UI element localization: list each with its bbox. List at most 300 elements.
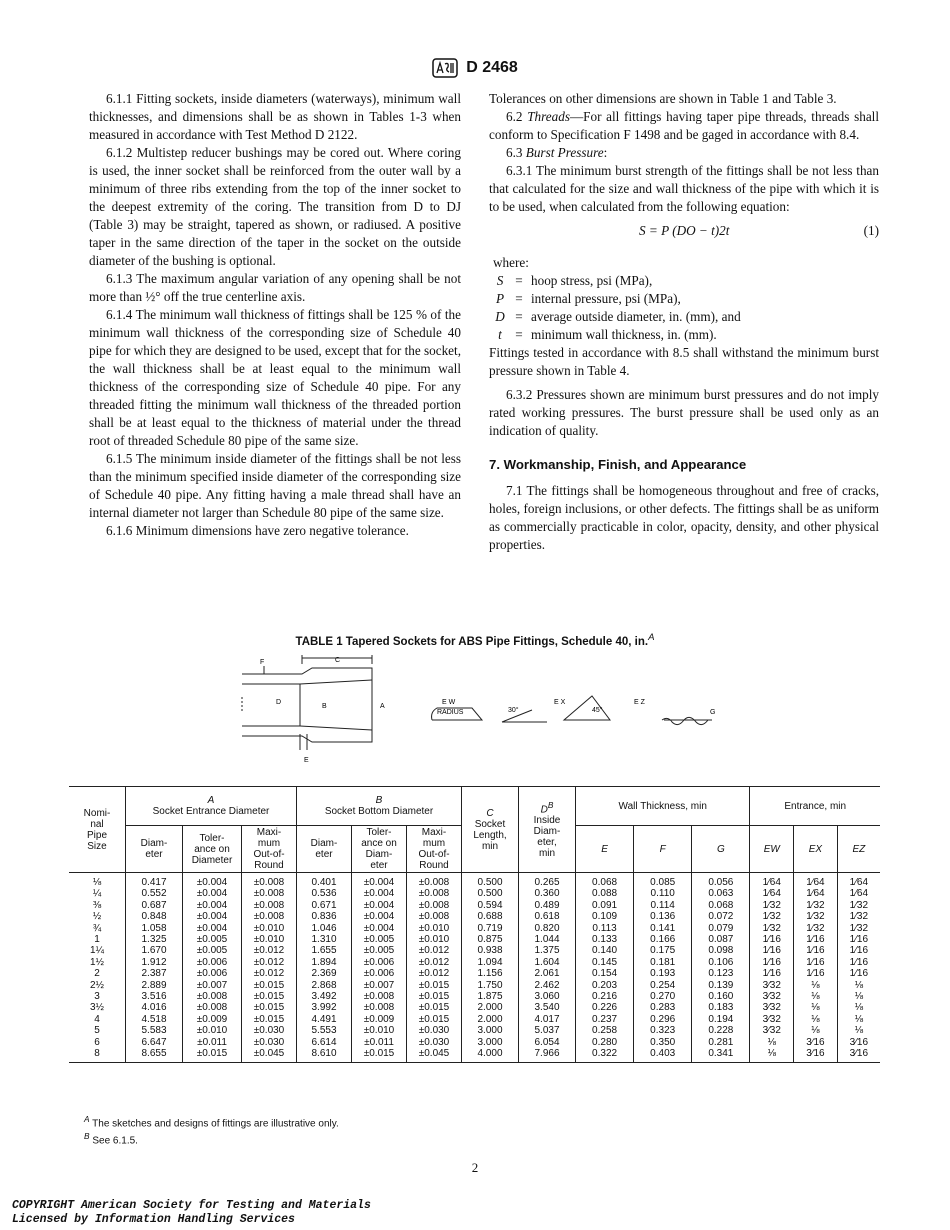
sketch-label-c: C: [335, 657, 341, 664]
table-cell: ±0.007: [352, 980, 407, 991]
table-cell: ±0.010: [407, 923, 462, 934]
table-cell: ⅛: [837, 991, 880, 1002]
table-cell: ±0.004: [183, 911, 242, 922]
col-group-b: B Socket Bottom Diameter: [297, 787, 462, 826]
col-a-tolerance: Toler- ance on Diameter: [183, 826, 242, 873]
table-cell: 0.719: [462, 923, 519, 934]
table-cell: 2½: [90, 979, 104, 991]
table-cell: 0.401: [297, 873, 352, 889]
table-cell: ±0.012: [242, 968, 297, 979]
table-cell: ±0.009: [352, 1014, 407, 1025]
sketch-label-d: D: [276, 699, 282, 706]
paragraph-6-1-1: 6.1.1 Fitting sockets, inside diameters (waterways), minimum wall thicknesses, and dimensions shall be as shown in Tables 1-3 when measured in accordance with Test Method D 2122.: [89, 91, 461, 142]
table-cell: 0.154: [576, 968, 634, 979]
table-cell: 1⁄32: [837, 923, 880, 934]
table-cell: ±0.011: [183, 1037, 242, 1048]
page-number: 2: [471, 1160, 479, 1175]
table-cell: 1.875: [462, 991, 519, 1002]
table-cell: 2.868: [297, 980, 352, 991]
table-cell: ±0.005: [183, 945, 242, 956]
table-cell: 0.145: [576, 957, 634, 968]
table-cell: ⅛: [750, 1037, 794, 1048]
table-cell: 4.017: [519, 1014, 576, 1025]
table-row: [69, 1048, 880, 1062]
table-cell: 3.492: [297, 991, 352, 1002]
col-d: $D^B$ Inside Diam- eter, min: [519, 787, 576, 873]
table-cell: 1⁄16: [837, 945, 880, 956]
table-cell: 1⁄16: [750, 934, 794, 945]
table-cell: ±0.015: [242, 1002, 297, 1013]
table-cell: ±0.010: [183, 1025, 242, 1036]
table-cell: 8.655: [126, 1048, 183, 1062]
table-cell: 6.647: [126, 1037, 183, 1048]
table-cell: ±0.008: [407, 911, 462, 922]
col-ex: EX: [794, 826, 838, 873]
table-cell: 1½: [90, 956, 104, 968]
table-cell: 0.140: [576, 945, 634, 956]
sketch-label-g: G: [710, 709, 716, 716]
table-cell: 3.540: [519, 1002, 576, 1013]
col-b-tolerance: Toler- ance on Diam- eter: [352, 826, 407, 873]
table-cell: 0.875: [462, 934, 519, 945]
fittings-tested-text: Fittings tested in accordance with 8.5 shall withstand the minimum burst pressure shown in Table 4.: [489, 345, 879, 378]
table-cell: 2.000: [462, 1014, 519, 1025]
table-cell: 0.836: [297, 911, 352, 922]
table-cell: ±0.045: [242, 1048, 297, 1062]
table-cell: 1⁄16: [837, 957, 880, 968]
col-g: G: [692, 826, 750, 873]
table-cell: ±0.012: [407, 945, 462, 956]
sketch-label-45deg: 45°: [592, 707, 603, 714]
table-cell: ⅛: [837, 1002, 880, 1013]
table-cell: 1.094: [462, 957, 519, 968]
paragraph-6-3-1: 6.3.1 The minimum burst strength of the fittings shall be not less than that calculated for the size and wall thickness of the pipe with which it is to be used, when calculated from the following equation:: [489, 163, 879, 214]
table-cell: 1⁄32: [750, 911, 794, 922]
table-cell: ⅛: [794, 1002, 838, 1013]
table-cell: 1.750: [462, 980, 519, 991]
table-cell: 0.063: [692, 888, 750, 899]
table-title: TABLE 1 Tapered Sockets for ABS Pipe Fittings, Schedule 40, in.$^A$: [295, 632, 655, 648]
table-cell: ±0.015: [183, 1048, 242, 1062]
equation-number: (1): [863, 223, 879, 238]
table-cell: ±0.005: [352, 934, 407, 945]
table-cell: ±0.010: [407, 934, 462, 945]
table-cell: 4: [94, 1013, 100, 1025]
table-cell: 0.500: [462, 888, 519, 899]
col-ew: EW: [750, 826, 794, 873]
left-column: [89, 90, 461, 540]
table-cell: ±0.015: [407, 991, 462, 1002]
table-row: [69, 980, 880, 991]
paragraph-6-1-6: 6.1.6 Minimum dimensions have zero negative tolerance.: [106, 523, 409, 538]
table-cell: 0.417: [126, 873, 183, 889]
table-cell: 0.181: [634, 957, 692, 968]
col-b-max-out-of-round: Maxi- mum Out-of- Round: [407, 826, 462, 873]
table-cell: ±0.030: [242, 1025, 297, 1036]
table-cell: 3⁄32: [750, 1002, 794, 1013]
table-cell: ±0.030: [242, 1037, 297, 1048]
table-cell: 3⁄16: [794, 1037, 838, 1048]
table-cell: ±0.007: [183, 980, 242, 991]
table-cell: 1⁄64: [794, 873, 838, 889]
table-cell: 0.114: [634, 900, 692, 911]
table-cell: 1⁄32: [750, 900, 794, 911]
col-e: E: [576, 826, 634, 873]
col-a-max-out-of-round: Maxi- mum Out-of- Round: [242, 826, 297, 873]
table-cell: 0.687: [126, 900, 183, 911]
table-cell: 0.056: [692, 873, 750, 889]
table-cell: 0.350: [634, 1037, 692, 1048]
table-cell: 1⁄32: [794, 923, 838, 934]
table-cell: 0.110: [634, 888, 692, 899]
table-cell: 0.938: [462, 945, 519, 956]
table-cell: 0.296: [634, 1014, 692, 1025]
table-cell: 0.160: [692, 991, 750, 1002]
table-cell: 3.992: [297, 1002, 352, 1013]
table-row: [69, 888, 880, 899]
paragraph-6-1-5: 6.1.5 The minimum inside diameter of the fittings shall be not less than the minimum specified inside diameter of the corresponding size of Schedule 40 pipe. Any fitting having a male thread shall have an internal diameter not larger than Schedule 80 pipe of the same size.: [89, 451, 461, 520]
table-cell: 0.281: [692, 1037, 750, 1048]
table-cell: 1.156: [462, 968, 519, 979]
table-cell: 2.462: [519, 980, 576, 991]
table-cell: 1⁄32: [750, 923, 794, 934]
document-number: D 2468: [466, 59, 518, 76]
table-cell: ±0.005: [352, 945, 407, 956]
table-row: [69, 934, 880, 945]
table-cell: 1⁄16: [794, 957, 838, 968]
table-cell: ±0.015: [242, 1014, 297, 1025]
table-cell: 5.583: [126, 1025, 183, 1036]
table-cell: 1⁄16: [794, 968, 838, 979]
table-cell: 0.106: [692, 957, 750, 968]
table-cell: ±0.012: [242, 957, 297, 968]
table-cell: 5.037: [519, 1025, 576, 1036]
footnote-a: $^A$ The sketches and designs of fittings are illustrative only.: [84, 1114, 339, 1130]
table-cell: ±0.008: [352, 1002, 407, 1013]
table-cell: 2.387: [126, 968, 183, 979]
table-body: [69, 873, 880, 1063]
table-cell: 0.113: [576, 923, 634, 934]
table-cell: ±0.030: [407, 1025, 462, 1036]
table-cell: ±0.008: [352, 991, 407, 1002]
table-row: [69, 923, 880, 934]
table-cell: ⅛: [794, 1025, 838, 1036]
paragraph-6-3: 6.3 Burst Pressure:: [506, 145, 608, 160]
section-7-heading: 7. Workmanship, Finish, and Appearance: [489, 457, 747, 472]
table-cell: 0.228: [692, 1025, 750, 1036]
table-cell: 1⁄16: [750, 945, 794, 956]
table-cell: 1⁄16: [750, 957, 794, 968]
table-cell: ⅛: [794, 991, 838, 1002]
table-cell: ±0.008: [407, 873, 462, 889]
table-row: [69, 911, 880, 922]
astm-logo-icon: [432, 58, 458, 78]
paragraph-7-1: 7.1 The fittings shall be homogeneous throughout and free of cracks, holes, foreign inclusions, or other defects. The fittings shall be as uniform as commercially practicable in color, opacity, density, and other physical properties.: [489, 483, 879, 552]
table-cell: 1⁄16: [837, 934, 880, 945]
table-cell: 0.203: [576, 980, 634, 991]
table-cell: ±0.015: [407, 1014, 462, 1025]
table-cell: 4.518: [126, 1014, 183, 1025]
table-cell: 1.894: [297, 957, 352, 968]
table-cell: 0.175: [634, 945, 692, 956]
table-cell: 1.670: [126, 945, 183, 956]
table-cell: 1⁄64: [750, 873, 794, 889]
copyright-line: COPYRIGHT American Society for Testing and Materials: [12, 1199, 371, 1212]
sketch-label-radius: RADIUS: [437, 709, 464, 716]
table-row: [69, 873, 880, 889]
paragraph-6-1-3: 6.1.3 The maximum angular variation of any opening shall be not more than ½° off the true centerline axis.: [89, 271, 461, 304]
table-row: [69, 957, 880, 968]
table-cell: 3: [94, 991, 100, 1003]
table-cell: 0.123: [692, 968, 750, 979]
table-row: [69, 1002, 880, 1013]
table-cell: 0.068: [576, 873, 634, 889]
table-cell: 0.820: [519, 923, 576, 934]
table-cell: ¼: [92, 888, 102, 900]
table-cell: 2: [94, 968, 100, 980]
sketch-label-ez: E Z: [634, 699, 645, 706]
col-a-diameter: Diam- eter: [126, 826, 183, 873]
where-row: D = average outside diameter, in. (mm), and: [495, 309, 741, 324]
table-cell: 1⁄16: [794, 945, 838, 956]
table-cell: ±0.012: [407, 968, 462, 979]
table-cell: 1⁄32: [837, 900, 880, 911]
where-row: P = internal pressure, psi (MPa),: [495, 291, 681, 306]
table-cell: 0.109: [576, 911, 634, 922]
table-cell: 0.133: [576, 934, 634, 945]
table-cell: 1⁄32: [794, 900, 838, 911]
table-cell: 1⁄32: [794, 911, 838, 922]
table-cell: 0.254: [634, 980, 692, 991]
table-cell: 0.085: [634, 873, 692, 889]
table-cell: 0.098: [692, 945, 750, 956]
table-cell: ±0.006: [352, 957, 407, 968]
table-cell: ⅛: [794, 1014, 838, 1025]
table-cell: ⅛: [837, 1025, 880, 1036]
table-cell: ±0.011: [352, 1037, 407, 1048]
table-cell: 1.655: [297, 945, 352, 956]
table-cell: ±0.010: [352, 1025, 407, 1036]
table-cell: ±0.012: [242, 945, 297, 956]
table-cell: 0.166: [634, 934, 692, 945]
table-cell: 2.889: [126, 980, 183, 991]
table-cell: 0.068: [692, 900, 750, 911]
table-cell: 0.183: [692, 1002, 750, 1013]
table-cell: ±0.030: [407, 1037, 462, 1048]
table-cell: 4.000: [462, 1048, 519, 1062]
table-cell: ±0.045: [407, 1048, 462, 1062]
table-cell: 0.265: [519, 873, 576, 889]
sketch-label-30deg: 30°: [508, 707, 519, 714]
table-cell: 1.604: [519, 957, 576, 968]
right-column: [489, 90, 879, 554]
continuation-text: Tolerances on other dimensions are shown in Table 1 and Table 3.: [489, 91, 837, 106]
equation: [489, 222, 879, 240]
table-row: [69, 1014, 880, 1025]
table-cell: 1¼: [90, 945, 104, 957]
table-cell: 0.226: [576, 1002, 634, 1013]
table-cell: 1⁄64: [837, 888, 880, 899]
page-header: [0, 58, 950, 78]
table-cell: ±0.004: [183, 923, 242, 934]
license-line: Licensed by Information Handling Services: [12, 1213, 295, 1226]
table-cell: 0.280: [576, 1037, 634, 1048]
col-group-entrance: Entrance, min: [750, 787, 880, 826]
table-cell: ±0.008: [183, 1002, 242, 1013]
table-cell: 0.500: [462, 873, 519, 889]
sketch-label-a: A: [380, 703, 385, 710]
table-cell: 8: [69, 1048, 126, 1062]
paragraph-6-1-4: 6.1.4 The minimum wall thickness of fittings shall be 125 % of the minimum wall thickness of the corresponding size of Schedule 40 pipe for which they are designed to be used, except that for the socket, the wall thickness shall be at least equal to the minimum wall thickness of the corresponding size of Schedule 40 pipe. For any threaded fitting the minimum wall thickness of the threaded portion shall be at least equal to the thickness of material under the thread root of threaded Schedule 80 pipe of the same size.: [89, 307, 461, 448]
table-cell: ±0.006: [183, 968, 242, 979]
table-cell: 0.194: [692, 1014, 750, 1025]
table-cell: ¾: [92, 922, 102, 934]
table-row: [69, 1037, 880, 1048]
table-cell: ±0.004: [352, 888, 407, 899]
table-cell: ±0.008: [183, 991, 242, 1002]
col-group-wall: Wall Thickness, min: [576, 787, 750, 826]
table-cell: 1⁄16: [750, 968, 794, 979]
table-cell: 3⁄32: [750, 1014, 794, 1025]
table-cell: 1.058: [126, 923, 183, 934]
table-cell: 7.966: [519, 1048, 576, 1062]
table-cell: 0.848: [126, 911, 183, 922]
table-cell: ±0.004: [352, 900, 407, 911]
table-cell: ±0.006: [352, 968, 407, 979]
sketch-label-ex: E X: [554, 699, 566, 706]
table-cell: 4.016: [126, 1002, 183, 1013]
socket-dimensions-table: [69, 786, 880, 1063]
sketch-label-e: E: [304, 757, 309, 764]
table-cell: 1⁄64: [837, 873, 880, 889]
col-b-diameter: Diam- eter: [297, 826, 352, 873]
table-cell: ⅛: [750, 1048, 794, 1062]
table-cell: 0.136: [634, 911, 692, 922]
table-cell: ±0.004: [352, 923, 407, 934]
table-cell: 2.061: [519, 968, 576, 979]
paragraph-6-1-2: 6.1.2 Multistep reducer bushings may be cored out. Where coring is used, the inner socket shall be reinforced from the outer wall by a minimum of three ribs extending from the top of the inner socket to the deepest extremity of the coring. The transition from D to DJ (Table 3) may be straight, tapered as shown, or radiused. A positive taper in the same direction of the taper in the socket on the outside diameter of the bushing is optional.: [89, 145, 461, 268]
table-cell: 6: [94, 1036, 100, 1048]
table-cell: ±0.012: [407, 957, 462, 968]
table-cell: 0.403: [634, 1048, 692, 1062]
table-cell: 0.237: [576, 1014, 634, 1025]
table-cell: ±0.004: [352, 873, 407, 889]
table-cell: 6.614: [297, 1037, 352, 1048]
where-label: where:: [493, 255, 529, 270]
table-cell: ±0.004: [183, 900, 242, 911]
table-cell: 1⁄64: [750, 888, 794, 899]
table-cell: 1⁄16: [837, 968, 880, 979]
table-cell: 3½: [90, 1002, 104, 1014]
equation-formula: S = P (DO − t)2t: [639, 223, 730, 238]
col-ez: EZ: [837, 826, 880, 873]
sketch-label-ew: E W: [442, 699, 456, 706]
socket-sketch: [232, 652, 732, 772]
table-cell: 0.341: [692, 1048, 750, 1062]
table-cell: 0.091: [576, 900, 634, 911]
table-row: [69, 900, 880, 911]
table-row: [69, 968, 880, 979]
table-cell: ±0.010: [242, 934, 297, 945]
table-cell: 1.044: [519, 934, 576, 945]
table-cell: 0.489: [519, 900, 576, 911]
table-cell: ±0.008: [242, 911, 297, 922]
col-c: C Socket Length, min: [462, 787, 519, 873]
table-cell: 3⁄32: [750, 991, 794, 1002]
table-cell: ±0.008: [242, 900, 297, 911]
col-f: F: [634, 826, 692, 873]
where-row: S = hoop stress, psi (MPa),: [496, 273, 653, 288]
table-cell: ±0.015: [242, 991, 297, 1002]
table-cell: 1⁄16: [794, 934, 838, 945]
table-cell: 0.323: [634, 1025, 692, 1036]
table-cell: ±0.008: [407, 900, 462, 911]
table-cell: 0.216: [576, 991, 634, 1002]
table-footnotes: [84, 1113, 339, 1148]
table-cell: 0.322: [576, 1048, 634, 1062]
table-cell: 1.912: [126, 957, 183, 968]
paragraph-6-2: 6.2 Threads—For all fittings having taper pipe threads, threads shall conform to Specification F 1498 and be gaged in accordance with 8.4.: [489, 109, 880, 142]
table-cell: 6.054: [519, 1037, 576, 1048]
col-nominal-size: Nomi- nal Pipe Size: [69, 787, 126, 873]
table-cell: ±0.015: [407, 980, 462, 991]
table-row: [69, 945, 880, 956]
table-row: [69, 1025, 880, 1036]
table-cell: ±0.008: [242, 888, 297, 899]
table-cell: 0.088: [576, 888, 634, 899]
table-cell: ±0.004: [352, 911, 407, 922]
paragraph-6-3-2: 6.3.2 Pressures shown are minimum burst pressures and do not imply rated working pressures. The burst pressure shall be used only as an indication of quality.: [489, 387, 879, 438]
table-cell: 3⁄32: [750, 1025, 794, 1036]
table-cell: ±0.009: [183, 1014, 242, 1025]
table-cell: ±0.004: [183, 873, 242, 889]
sketch-label-f: F: [260, 659, 265, 666]
table-cell: 1⁄64: [794, 888, 838, 899]
table-cell: ±0.010: [242, 923, 297, 934]
table-cell: 1: [94, 934, 100, 946]
table-cell: ±0.005: [183, 934, 242, 945]
table-cell: 0.087: [692, 934, 750, 945]
table-cell: 0.139: [692, 980, 750, 991]
table-cell: 0.258: [576, 1025, 634, 1036]
footnote-b: $^B$ See 6.1.5.: [84, 1131, 138, 1147]
table-cell: 0.671: [297, 900, 352, 911]
table-cell: ⅛: [92, 877, 102, 888]
table-cell: ±0.004: [183, 888, 242, 899]
table-cell: 1.325: [126, 934, 183, 945]
table-cell: 1.310: [297, 934, 352, 945]
table-cell: 0.360: [519, 888, 576, 899]
table-cell: 3⁄16: [794, 1048, 838, 1062]
table-cell: 0.072: [692, 911, 750, 922]
table-cell: 3⁄16: [837, 1037, 880, 1048]
table-cell: 5.553: [297, 1025, 352, 1036]
table-cell: 3.516: [126, 991, 183, 1002]
table-cell: 1.046: [297, 923, 352, 934]
table-cell: 3⁄16: [837, 1048, 880, 1062]
table-cell: 4.491: [297, 1014, 352, 1025]
table-cell: ±0.008: [407, 888, 462, 899]
table-cell: 8.610: [297, 1048, 352, 1062]
where-block: [489, 254, 879, 344]
table-cell: ±0.006: [183, 957, 242, 968]
table-cell: 0.079: [692, 923, 750, 934]
table-cell: ⅛: [837, 1014, 880, 1025]
table-cell: 0.552: [126, 888, 183, 899]
table-cell: 1⁄32: [837, 911, 880, 922]
table-cell: 3.000: [462, 1025, 519, 1036]
copyright-notice: [12, 1199, 371, 1227]
